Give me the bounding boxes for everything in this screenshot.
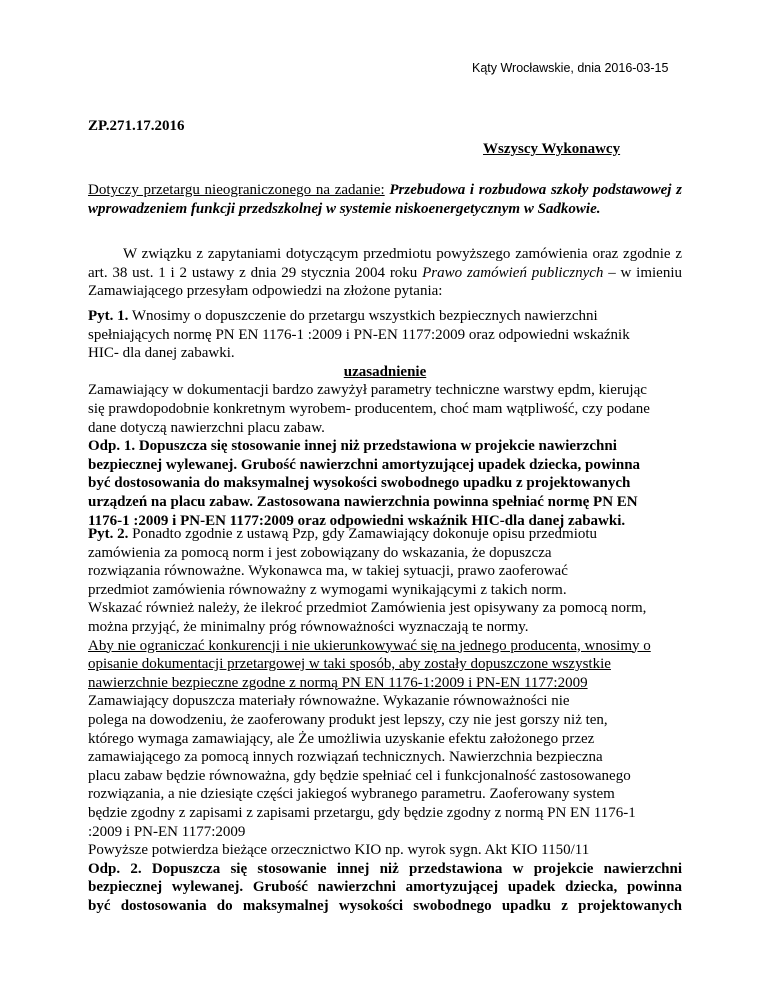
reference-number: ZP.271.17.2016 [88,118,185,134]
q1-line-3: HIC- dla danej zabawki. [88,345,235,362]
q1-label: Pyt. 1. [88,308,129,324]
q1-justification-line-1: Zamawiający w dokumentacji bardzo zawyżył parametry techniczne warstwy epdm, kierując [88,382,647,399]
q2-line-3: rozwiązania równoważne. Wykonawca ma, w takiej sytuacji, prawo zaoferować [88,563,568,580]
intro-text-1: W związku z zapytaniami dotyczącym przedmiotu powyższego zamówienia oraz zgodnie z art. 38 ust. 1 i 2 ustawy z dnia 29 stycznia 2004 roku [88,246,682,281]
answer-2-line-1: Odp. 2. Dopuszcza się stosowanie innej niż przedstawiona w projekcie nawierzchni [88,860,682,877]
justification-heading: uzasadnienie [343,363,427,380]
q2-reply-line-2: polega na dowodzeniu, że zaoferowany produkt jest lepszy, czy nie jest gorszy niż ten, [88,711,608,728]
intro-paragraph [88,245,682,301]
answer-2-line-3: być dostosowania do maksymalnej wysokości swobodnego upadku z projektowanych [88,897,682,914]
q2-reply-line-7: będzie zgodny z zapisami z zapisami przetargu, gdy będzie zgodny z normą PN EN 1176-1 [88,804,636,821]
q2-reply-line-4: zamawiającego za pomocą innych rozwiązań technicznych. Nawierzchnia bezpieczna [88,749,603,766]
q1-justification-line-3: dane dotyczą nawierzchni placu zabaw. [88,419,325,436]
q1-line-1: Pyt. 1. Wnosimy o dopuszczenie do przetargu wszystkich bezpiecznych nawierzchni [88,308,598,324]
addressee: Wszyscy Wykonawcy [483,141,621,157]
q2-line-5: Wskazać również należy, że ilekroć przedmiot Zamówienia jest opisywany za pomocą norm, [88,600,647,617]
q2-line-2: zamówienia za pomocą norm i jest zobowiązany do wskazania, że dopuszcza [88,544,552,561]
law-name: Prawo zamówień publicznych [422,264,604,281]
q2-reply-line-3: którego wymaga zamawiający, ale Że umożliwia uzyskanie efektu założonego przez [88,730,595,747]
subject-prefix: Dotyczy przetargu nieograniczonego na zadanie: [88,182,385,198]
answer-1-line-5: 1176-1 :2009 i PN-EN 1177:2009 oraz odpowiedni wskaźnik HIC-dla danej zabawki. [88,512,626,529]
q1-justification-line-2: się prawdopodobnie konkretnym wyrobem- producentem, choć mam wątpliwość, czy podane [88,400,650,417]
q2-reply-line-8: :2009 i PN-EN 1177:2009 [88,823,246,840]
q2-reply-line-5: placu zabaw będzie równoważna, gdy będzie spełniać cel i funkcjonalność zastosowanego [88,767,631,784]
intro-text-2: – w imieniu Zamawiającego przesyłam odpowiedzi na złożone pytania: [88,264,682,300]
q2-line-6: można przyjąć, że minimalny próg równoważności wyznaczają te normy. [88,618,529,635]
q2-reply-line-6: rozwiązania, a nie dziesiąte części jakiegoś wybranego parametru. Zaoferowany system [88,786,615,803]
question-1 [88,307,682,530]
q2-request-line-2: opisanie dokumentacji przetargowej w taki sposób, aby zostały dopuszczone wszystkie [88,656,611,673]
q2-reply-line-9: Powyższe potwierdza bieżące orzecznictwo KIO np. wyrok sygn. Akt KIO 1150/11 [88,842,590,859]
question-2 [88,525,682,915]
answer-1-line-1: Odp. 1. Dopuszcza się stosowanie innej niż przedstawiona w projekcie nawierzchni [88,438,617,455]
q2-label: Pyt. 2. [88,526,129,542]
answer-1-line-3: być dostosowania do maksymalnej wysokości swobodnego upadku z projektowanych [88,475,631,492]
answer-1-line-2: bezpiecznej wylewanej. Grubość nawierzchni amortyzującej upadek dziecka, powinna [88,456,641,473]
date-line: Kąty Wrocławskie, dnia 2016-03-15 [472,61,669,75]
answer-1-line-4: urządzeń na placu zabaw. Zastosowana nawierzchnia powinna spełniać normę PN EN [88,493,638,510]
q2-request-line-1: Aby nie ograniczać konkurencji i nie ukierunkowywać się na jednego producenta, wnosimy o [88,637,651,654]
subject-title: Przebudowa i rozbudowa szkoły podstawowej z wprowadzeniem funkcji przedszkolnej w systemie niskoenergetycznym w Sadkowie. [88,182,682,217]
q1-line-2: spełniających normę PN EN 1176-1 :2009 i PN-EN 1177:2009 oraz odpowiedni wskaźnik [88,326,630,343]
q2-request-line-3: nawierzchnie bezpieczne zgodne z normą PN EN 1176-1:2009 i PN-EN 1177:2009 [88,674,588,691]
q2-line-1: Pyt. 2. Ponadto zgodnie z ustawą Pzp, gdy Zamawiający dokonuje opisu przedmiotu [88,526,598,542]
q2-line-4: przedmiot zamówienia równoważny z wymogami wynikającymi z takich norm. [88,581,567,598]
subject-paragraph [88,181,682,218]
answer-2-line-2: bezpiecznej wylewanej. Grubość nawierzchni amortyzującej upadek dziecka, powinna [88,879,682,896]
q2-reply-line-1: Zamawiający dopuszcza materiały równoważne. Wykazanie równoważności nie [88,693,570,710]
